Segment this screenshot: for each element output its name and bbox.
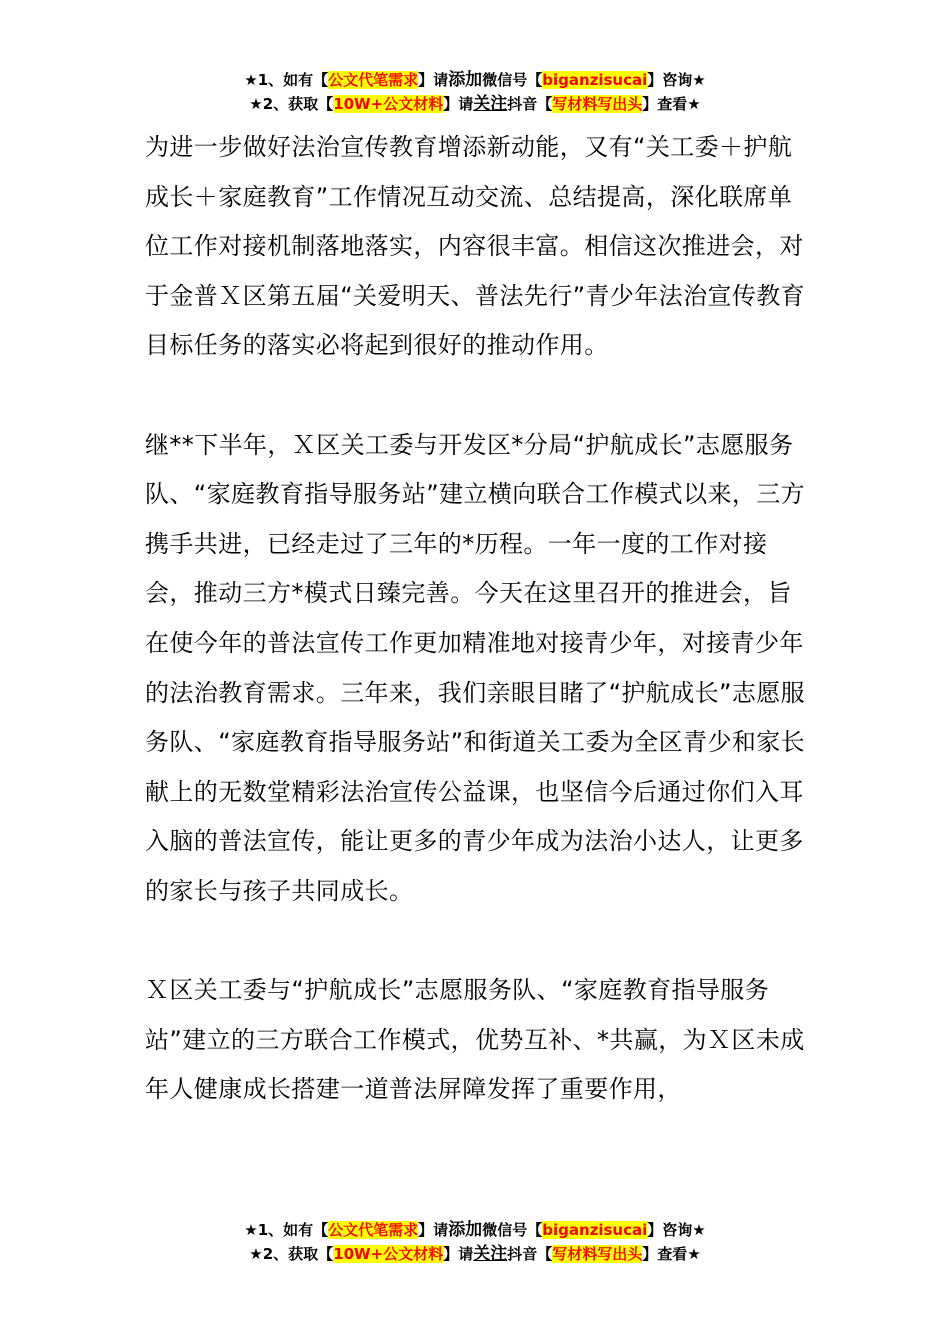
- banner-line-2: [0, 1242, 950, 1266]
- banner-text: 】请: [418, 71, 449, 89]
- banner-text: 】请: [418, 1221, 449, 1239]
- emphasis-text: 关注: [473, 1244, 508, 1264]
- banner-text: 1、如有【: [257, 1221, 329, 1239]
- star-icon: ★: [249, 1245, 263, 1263]
- banner-text: 1、如有【: [257, 71, 329, 89]
- banner-text: 2、获取【: [262, 1245, 334, 1263]
- banner-text: 抖音【: [507, 95, 553, 113]
- highlight-text: 10W+公文材料: [333, 95, 444, 113]
- emphasis-text: 关注: [473, 94, 508, 114]
- emphasis-text: 添加: [448, 70, 483, 90]
- banner-line-1: [0, 68, 950, 92]
- douyin-account: 写材料写出头: [552, 95, 643, 113]
- banner-text: 】请: [443, 95, 474, 113]
- star-icon: ★: [244, 71, 258, 89]
- star-icon: ★: [249, 95, 263, 113]
- highlight-text: 10W+公文材料: [333, 1245, 444, 1263]
- wechat-id: biganzisucai: [542, 1221, 648, 1239]
- banner-text: 】查看★: [642, 95, 701, 113]
- highlight-text: 公文代笔需求: [328, 1221, 419, 1239]
- star-icon: ★: [244, 1221, 258, 1239]
- banner-text: 2、获取【: [262, 95, 334, 113]
- paragraph-3: Ｘ区关工委与“护航成长”志愿服务队、“家庭教育指导服务站”建立的三方联合工作模式，优势互补、*共赢，为Ｘ区未成年人健康成长搭建一道普法屏障发挥了重要作用，: [145, 976, 805, 1104]
- emphasis-text: 添加: [448, 1220, 483, 1240]
- banner-text: 】查看★: [642, 1245, 701, 1263]
- banner-text: 微信号【: [482, 71, 543, 89]
- banner-text: 抖音【: [507, 1245, 553, 1263]
- wechat-id: biganzisucai: [542, 71, 648, 89]
- douyin-account: 写材料写出头: [552, 1245, 643, 1263]
- banner-text: 】咨询★: [647, 1221, 706, 1239]
- paragraph-1: 为进一步做好法治宣传教育增添新动能，又有“关工委＋护航成长＋家庭教育”工作情况互动交流、总结提高，深化联席单位工作对接机制落地落实，内容很丰富。相信这次推进会，对于金普Ｘ区第五届“关爱明天、普法先行”青少年法治宣传教育目标任务的落实必将起到很好的推动作用。: [145, 133, 806, 360]
- paragraph-spacer: [145, 917, 810, 967]
- banner-line-2: [0, 92, 950, 116]
- paragraph-spacer: [145, 371, 810, 421]
- banner-text: 微信号【: [482, 1221, 543, 1239]
- paragraph-2: 继**下半年，Ｘ区关工委与开发区*分局“护航成长”志愿服务队、“家庭教育指导服务站”建立横向联合工作模式以来，三方携手共进，已经走过了三年的*历程。一年一度的工作对接会，推动三方*模式日臻完善。今天在这里召开的推进会，旨在使今年的普法宣传工作更加精准地对接青少年，对接青少年的法治教育需求。三年来，我们亲眼目睹了“护航成长”志愿服务队、“家庭教育指导服务站”和街道关工委为全区青少和家长献上的无数堂精彩法治宣传公益课，也坚信今后通过你们入耳入脑的普法宣传，能让更多的青少年成为法治小达人，让更多的家长与孩子共同成长。: [145, 430, 806, 905]
- banner-line-1: [0, 1218, 950, 1242]
- highlight-text: 公文代笔需求: [328, 71, 419, 89]
- banner-text: 】请: [443, 1245, 474, 1263]
- document-body: [145, 123, 810, 1115]
- footer-banner: [0, 1218, 950, 1266]
- banner-text: 】咨询★: [647, 71, 706, 89]
- header-banner: [0, 68, 950, 116]
